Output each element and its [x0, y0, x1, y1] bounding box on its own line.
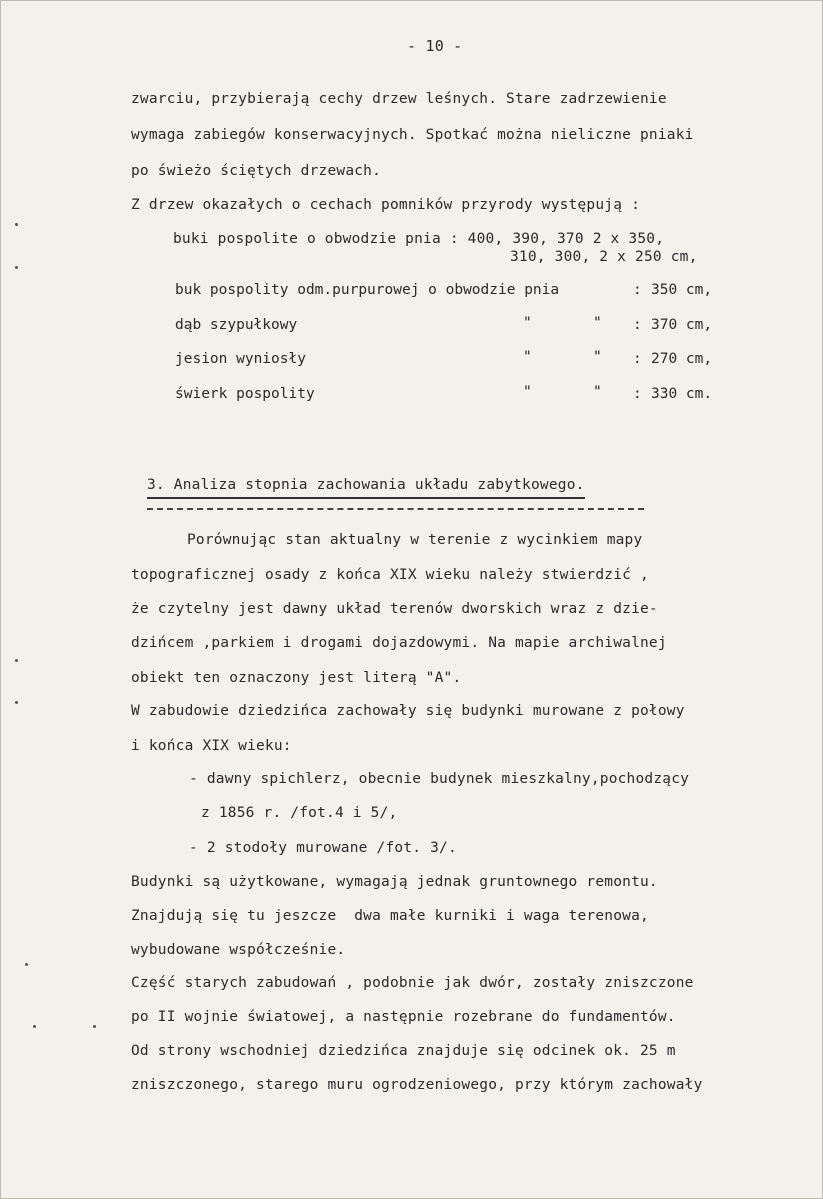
body-line: i końca XIX wieku: — [131, 738, 292, 754]
margin-mark — [15, 701, 18, 704]
body-line: z 1856 r. /fot.4 i 5/, — [201, 805, 398, 821]
margin-mark — [15, 223, 18, 226]
tree-value: 370 cm, — [651, 317, 713, 333]
body-line: - 2 stodoły murowane /fot. 3/. — [189, 840, 457, 856]
tree-ditto: " — [523, 315, 532, 331]
section-heading-wrapper — [147, 477, 585, 499]
tree-name: buk pospolity odm.purpurowej o obwodzie pnia — [175, 282, 560, 298]
margin-mark — [25, 963, 28, 966]
beech-line-2: 310, 300, 2 x 250 cm, — [510, 249, 698, 265]
tree-value: 270 cm, — [651, 351, 713, 367]
tree-sep: : — [633, 317, 642, 333]
margin-mark — [15, 659, 18, 662]
beech-line-1: buki pospolite o obwodzie pnia : 400, 390, 370 2 x 350, — [173, 231, 665, 247]
intro-line: wymaga zabiegów konserwacyjnych. Spotkać można nieliczne pniaki — [131, 127, 694, 143]
intro-line: zwarciu, przybierają cechy drzew leśnych. Stare zadrzewienie — [131, 91, 667, 107]
heading-underline-rule — [147, 508, 644, 510]
tree-value: 330 cm. — [651, 386, 713, 402]
body-line: dzińcem ,parkiem i drogami dojazdowymi. Na mapie archiwalnej — [131, 635, 667, 651]
body-line: - dawny spichlerz, obecnie budynek mieszkalny,pochodzący — [189, 771, 690, 787]
tree-sep: : — [633, 386, 642, 402]
body-line: że czytelny jest dawny układ terenów dworskich wraz z dzie- — [131, 601, 658, 617]
tree-ditto: " — [593, 349, 602, 365]
tree-name: dąb szypułkowy — [175, 317, 298, 333]
body-line: Porównując stan aktualny w terenie z wycinkiem mapy — [187, 532, 643, 548]
tree-ditto: " — [523, 349, 532, 365]
body-line: Część starych zabudowań , podobnie jak dwór, zostały zniszczone — [131, 975, 694, 991]
body-line: topograficznej osady z końca XIX wieku należy stwierdzić , — [131, 567, 649, 583]
body-line: wybudowane współcześnie. — [131, 942, 346, 958]
intro-line: Z drzew okazałych o cechach pomników przyrody występują : — [131, 197, 640, 213]
margin-mark — [93, 1025, 96, 1028]
tree-name: świerk pospolity — [175, 386, 315, 402]
body-line: zniszczonego, starego muru ogrodzeniowego, przy którym zachowały — [131, 1077, 703, 1093]
intro-line: po świeżo ściętych drzewach. — [131, 163, 382, 179]
tree-ditto: " — [523, 384, 532, 400]
tree-sep: : — [633, 282, 642, 298]
tree-ditto: " — [593, 384, 602, 400]
page-number: - 10 - — [407, 37, 463, 55]
body-line: W zabudowie dziedzińca zachowały się budynki murowane z połowy — [131, 703, 685, 719]
tree-name: jesion wyniosły — [175, 351, 306, 367]
tree-value: 350 cm, — [651, 282, 713, 298]
margin-mark — [15, 266, 18, 269]
body-line: Znajdują się tu jeszcze dwa małe kurniki i waga terenowa, — [131, 908, 649, 924]
margin-mark — [33, 1025, 36, 1028]
body-line: Budynki są użytkowane, wymagają jednak gruntownego remontu. — [131, 874, 658, 890]
body-line: obiekt ten oznaczony jest literą "A". — [131, 670, 462, 686]
section-heading: 3. Analiza stopnia zachowania układu zabytkowego. — [147, 477, 585, 499]
tree-ditto: " — [593, 315, 602, 331]
body-line: po II wojnie światowej, a następnie rozebrane do fundamentów. — [131, 1009, 676, 1025]
body-line: Od strony wschodniej dziedzińca znajduje się odcinek ok. 25 m — [131, 1043, 676, 1059]
tree-sep: : — [633, 351, 642, 367]
